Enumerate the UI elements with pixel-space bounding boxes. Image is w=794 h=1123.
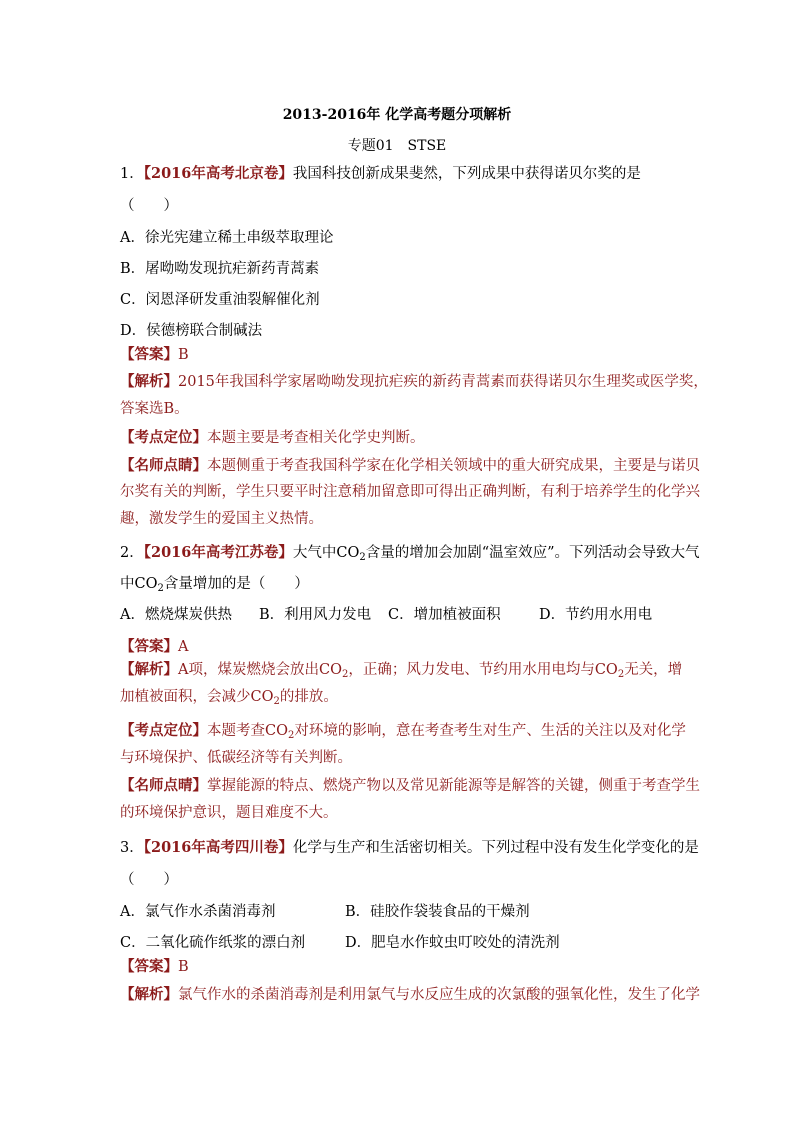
q1-option-c: C．闵恩泽研发重油裂解催化剂 (120, 292, 320, 308)
q1-answer (120, 345, 189, 365)
q1-answer-tag: 【答案】 (120, 346, 178, 363)
q1-comment-text1: 本题侧重于考查我国科学家在化学相关领域中的重大研究成果，主要是与诺贝 (207, 458, 700, 474)
q3-analysis-text1: 氯气作水的杀菌消毒剂是利用氯气与水反应生成的次氯酸的强氧化性，发生了化学 (178, 987, 700, 1003)
q2-stem-a: 大气中CO (292, 545, 360, 561)
q2-point-line1 (120, 721, 686, 741)
q1-analysis-tag: 【解析】 (120, 373, 178, 390)
q2-point-line2: 与环境保护、低碳经济等有关判断。 (120, 750, 352, 766)
q2-option-c: C．增加植被面积 (388, 607, 501, 623)
q1-analysis-line1 (120, 372, 708, 392)
q2-analysis-1sub: 2 (341, 669, 349, 680)
q2-analysis-1sub2: 2 (617, 669, 625, 680)
q1-comment-line2: 尔奖有关的判断，学生只要平时注意稍加留意即可得出正确判断，有利于培养学生的化学兴 (120, 484, 700, 500)
q3-stem (120, 838, 699, 858)
q3-option-a: A．氯气作水杀菌消毒剂 (120, 904, 276, 920)
q2-option-b: B．利用风力发电 (259, 607, 372, 623)
q1-comment-line1 (120, 456, 700, 476)
q2-analysis-line2 (120, 687, 338, 707)
q2-stem-b: 含量的增加会加剧“温室效应”。下列活动会导致大气 (365, 545, 700, 561)
q1-option-b: B．屠呦呦发现抗疟新药青蒿素 (120, 261, 320, 277)
q2-comment-tag: 【名师点晴】 (120, 777, 207, 794)
q1-stem (120, 164, 641, 184)
q2-answer (120, 637, 188, 657)
q2-point-sub: 2 (287, 730, 295, 741)
q1-source: 【2016年高考北京卷】 (143, 165, 293, 182)
page-subtitle: 专题01 STSE (347, 138, 447, 154)
page-title: 2013-2016年 化学高考题分项解析 (282, 107, 512, 123)
q2-stem2-a: 中CO (120, 576, 158, 592)
q3-option-b: B．硅胶作袋装食品的干燥剂 (345, 904, 530, 920)
q1-option-d: D．侯德榜联合制碱法 (120, 323, 263, 339)
q3-stem-text: 化学与生产和生活密切相关。下列过程中没有发生化学变化的是 (292, 840, 699, 856)
q2-comment-text1: 掌握能源的特点、燃烧产物以及常见新能源等是解答的关键，侧重于考查学生 (207, 778, 700, 794)
q3-answer (120, 957, 189, 977)
q1-point-tag: 【考点定位】 (120, 429, 207, 446)
q1-analysis-text1: 2015年我国科学家屠呦呦发现抗疟疾的新药青蒿素而获得诺贝尔生理奖或医学奖， (178, 374, 708, 390)
q3-analysis-tag: 【解析】 (120, 986, 178, 1003)
q2-answer-value: A (178, 639, 189, 655)
q2-point-a: 本题考查CO (207, 723, 288, 739)
q2-point-tag: 【考点定位】 (120, 722, 207, 739)
q2-option-a: A．燃烧煤炭供热 (120, 607, 232, 623)
q2-comment-line1 (120, 776, 700, 796)
q1-stem-text: 我国科技创新成果斐然，下列成果中获得诺贝尔奖的是 (292, 166, 641, 182)
q3-option-d: D．肥皂水作蚊虫叮咬处的清洗剂 (345, 935, 560, 951)
q2-point-b: 对环境的影响，意在考查考生对生产、生活的关注以及对化学 (294, 723, 686, 739)
q2-analysis-2b: 的排放。 (279, 689, 338, 705)
q3-option-c: C．二氧化硫作纸浆的漂白剂 (120, 935, 306, 951)
q1-option-a: A．徐光宪建立稀土串级萃取理论 (120, 230, 334, 246)
q2-source: 【2016年高考江苏卷】 (143, 544, 293, 561)
q2-analysis-1b: ，正确；风力发电、节约用水用电均与CO (348, 662, 618, 678)
q1-analysis-line2: 答案选B。 (120, 401, 189, 417)
q2-answer-tag: 【答案】 (120, 638, 178, 655)
q1-point (120, 428, 425, 448)
q3-answer-value: B (178, 959, 189, 975)
q2-stem-line2 (120, 574, 309, 594)
q1-number: 1． (120, 166, 144, 182)
q3-number: 3． (120, 840, 144, 856)
q2-stem-sub: 2 (359, 552, 366, 563)
q2-analysis-2sub: 2 (273, 696, 280, 707)
q1-comment-tag: 【名师点睛】 (120, 457, 207, 474)
q2-analysis-1c: 无关，增 (624, 662, 683, 678)
q3-answer-tag: 【答案】 (120, 958, 178, 975)
q3-paren: （ ） (120, 872, 178, 888)
q2-analysis-tag: 【解析】 (120, 661, 178, 678)
q2-analysis-2a: 加植被面积，会减少CO (120, 689, 274, 705)
q1-comment-line3: 趣，激发学生的爱国主义热情。 (120, 511, 323, 527)
q2-comment-line2: 的环境保护意识，题目难度不大。 (120, 805, 338, 821)
q1-point-text: 本题主要是考查相关化学史判断。 (207, 430, 425, 446)
q2-analysis-1a: A项，煤炭燃烧会放出CO (178, 662, 342, 678)
q3-source: 【2016年高考四川卷】 (143, 839, 293, 856)
q1-paren: （ ） (120, 198, 178, 214)
q3-analysis-line1 (120, 985, 700, 1005)
q2-stem (120, 543, 700, 563)
q2-stem2-b: 含量增加的是（ ） (163, 576, 309, 592)
q2-option-d: D．节约用水用电 (539, 607, 653, 623)
q2-stem2-sub: 2 (157, 583, 164, 594)
q2-number: 2． (120, 545, 144, 561)
q1-answer-value: B (178, 347, 189, 363)
q2-analysis-line1 (120, 660, 682, 680)
